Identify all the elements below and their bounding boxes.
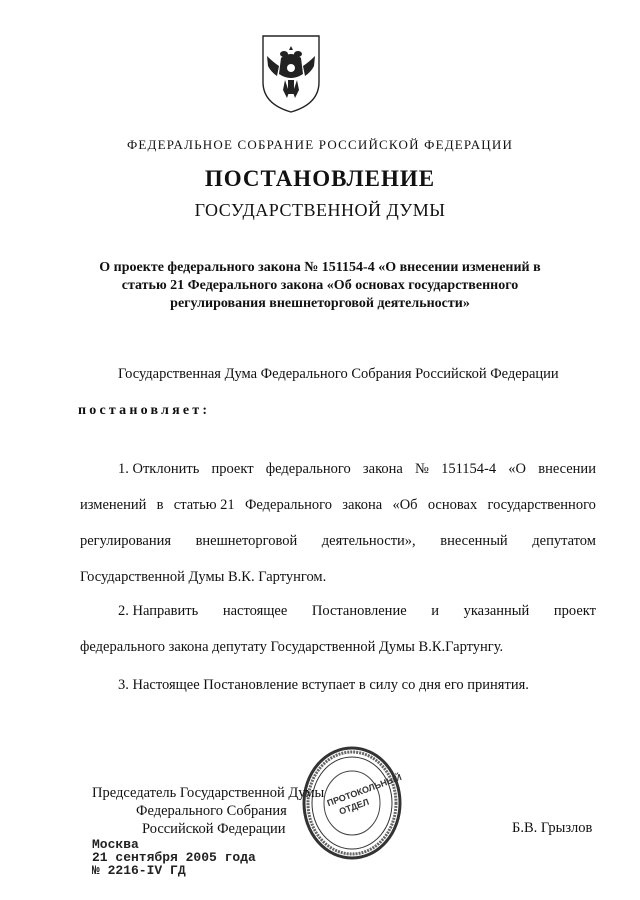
word: «Об	[392, 497, 418, 513]
word: и	[431, 603, 439, 619]
word: №	[415, 461, 429, 477]
signature-title-line-2: Федерального Собрания	[136, 803, 287, 819]
subject-line: регулирования внешнеторговой деятельности»	[170, 296, 470, 311]
official-stamp	[298, 743, 406, 863]
word: деятельности»,	[321, 533, 416, 549]
document-subject	[80, 259, 560, 313]
item-1-line-2	[80, 497, 596, 514]
word: указанный	[463, 603, 530, 619]
word: Постановление	[311, 603, 407, 619]
signature-title-line-1: Председатель Государственной Думы	[92, 785, 325, 801]
word: внесенный	[440, 533, 508, 549]
item-1-line-3	[80, 533, 596, 550]
word: в	[156, 497, 164, 513]
coat-of-arms-icon	[259, 32, 323, 114]
word: внешнеторговой	[195, 533, 298, 549]
word: «О	[508, 461, 527, 477]
footer-city: Москва	[92, 837, 139, 852]
word: закона	[362, 461, 403, 477]
word: регулирования	[80, 533, 172, 549]
document-issuer: ГОСУДАРСТВЕННОЙ ДУМЫ	[194, 200, 446, 220]
word: Федерального	[244, 497, 332, 513]
word: 1. Отклонить	[118, 461, 200, 477]
word: проект	[211, 461, 254, 477]
subject-line: О проекте федерального закона № 151154-4 «О внесении изменений в	[99, 260, 541, 275]
footer-number: № 2216-IV ГД	[92, 863, 186, 878]
word: 151154-4	[441, 461, 497, 477]
word: 2. Направить	[118, 603, 199, 619]
organization-title: ФЕДЕРАЛЬНОЕ СОБРАНИЕ РОССИЙСКОЙ ФЕДЕРАЦИИ	[126, 137, 514, 152]
stamp-text: ПРОТОКОЛЬНЫЙ ОТДЕЛ	[325, 772, 403, 817]
word: государственного	[487, 497, 596, 513]
word: федерального	[265, 461, 351, 477]
item-1-line-1	[118, 461, 596, 478]
word: депутатом	[532, 533, 596, 549]
signatory-name: Б.В. Грызлов	[512, 820, 593, 836]
preamble: Государственная Дума Федерального Собрания Российской Федерации	[118, 366, 559, 382]
subject-line: статью 21 Федерального закона «Об основах государственного	[121, 278, 519, 293]
word: проект	[553, 603, 596, 619]
signature-title-line-3: Российской Федерации	[142, 821, 286, 837]
word: основах	[427, 497, 478, 513]
footer-date: 21 сентября 2005 года	[92, 850, 256, 865]
item-2-line-2: федерального закона депутату Государственной Думы В.К.Гартунгу.	[80, 639, 504, 655]
word: настоящее	[222, 603, 288, 619]
item-3: 3. Настоящее Постановление вступает в силу со дня его принятия.	[118, 677, 529, 693]
resolves-word: постановляет:	[78, 403, 211, 418]
word: статью 21	[173, 497, 235, 513]
word: внесении	[538, 461, 596, 477]
word: изменений	[80, 497, 147, 513]
document-type: ПОСТАНОВЛЕНИЕ	[204, 166, 436, 191]
item-1-line-4: Государственной Думы В.К. Гартунгом.	[80, 569, 327, 585]
word: закона	[342, 497, 383, 513]
item-2-line-1	[118, 603, 596, 620]
